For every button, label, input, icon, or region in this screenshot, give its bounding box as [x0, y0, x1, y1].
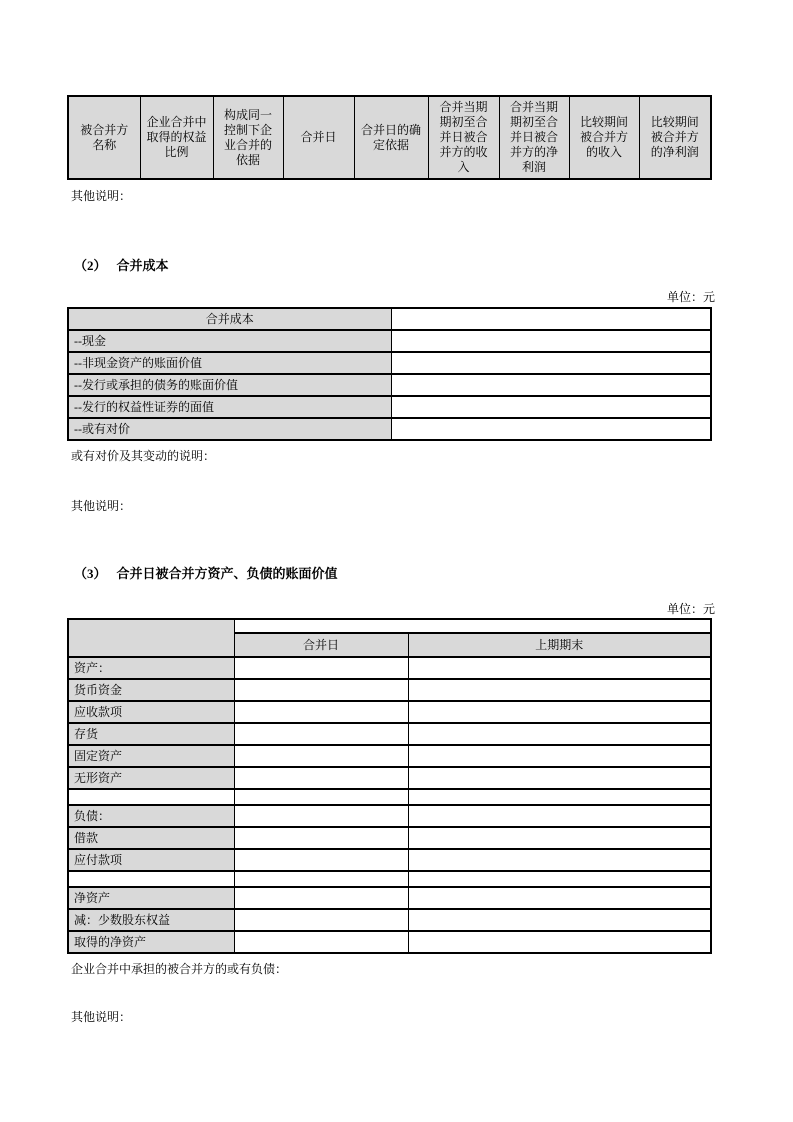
value-cell-empty — [391, 396, 711, 418]
contingent-consideration-note: 或有对价及其变动的说明： — [71, 449, 216, 463]
table-row — [68, 909, 711, 931]
header-cell-income-period: 合并当期期初至合并日被合并方的收入 — [428, 96, 499, 179]
value-cell-empty — [408, 909, 711, 931]
combination-cost-table — [67, 307, 712, 441]
table-row — [68, 374, 711, 396]
section-3-number: （3） — [74, 566, 107, 581]
row-label-receivables: 应收款项 — [68, 701, 234, 723]
table-row — [68, 767, 711, 789]
table-row — [68, 827, 711, 849]
value-cell-empty — [408, 701, 711, 723]
value-cell-empty — [234, 887, 408, 909]
table-row — [68, 330, 711, 352]
business-combination-table — [67, 95, 712, 180]
cost-row-label-cash: --现金 — [68, 330, 391, 352]
value-cell-empty — [408, 767, 711, 789]
book-value-table — [67, 618, 712, 954]
value-cell-empty — [408, 931, 711, 953]
cost-row-label-debt: --发行或承担的债务的账面价值 — [68, 374, 391, 396]
spacer-row — [68, 789, 711, 805]
spacer-row — [68, 871, 711, 887]
value-cell-empty — [408, 745, 711, 767]
cost-row-label-equity-securities: --发行的权益性证券的面值 — [68, 396, 391, 418]
value-cell-empty — [408, 657, 711, 679]
row-label-monetary-funds: 货币资金 — [68, 679, 234, 701]
row-label-inventory: 存货 — [68, 723, 234, 745]
contingent-liability-note: 企业合并中承担的被合并方的或有负债： — [71, 962, 288, 976]
value-cell-empty — [408, 723, 711, 745]
table-row — [68, 701, 711, 723]
value-cell-empty — [234, 805, 408, 827]
table-row — [68, 418, 711, 440]
value-cell-empty — [408, 827, 711, 849]
header-cell-date-basis: 合并日的确定依据 — [354, 96, 428, 179]
table-row — [68, 723, 711, 745]
value-cell-empty — [408, 871, 711, 887]
header-cell-equity-ratio: 企业合并中取得的权益比例 — [140, 96, 213, 179]
unit-label-section3: 单位：元 — [666, 602, 715, 616]
cost-row-label-contingent: --或有对价 — [68, 418, 391, 440]
value-cell-empty — [234, 931, 408, 953]
table-header-row — [68, 96, 711, 179]
cost-table-header: 合并成本 — [68, 308, 391, 330]
spacer-cell — [68, 871, 234, 887]
value-cell-empty — [234, 657, 408, 679]
corner-cell-empty — [68, 619, 234, 657]
unit-label-section2: 单位：元 — [666, 290, 715, 304]
header-cell-acquiree-name: 被合并方名称 — [68, 96, 140, 179]
table-row — [68, 308, 711, 330]
value-cell-empty — [234, 745, 408, 767]
table-row — [68, 745, 711, 767]
section-2-number: （2） — [74, 258, 107, 273]
table-row — [68, 849, 711, 871]
value-cell-empty — [408, 849, 711, 871]
table-row — [68, 396, 711, 418]
table-row — [68, 679, 711, 701]
table-row — [68, 657, 711, 679]
value-cell-empty — [391, 330, 711, 352]
col-header-combination-date: 合并日 — [234, 633, 408, 657]
spacer-cell — [68, 789, 234, 805]
other-note-1: 其他说明： — [71, 189, 132, 203]
value-cell-empty — [234, 679, 408, 701]
value-cell-empty — [408, 679, 711, 701]
value-cell-empty — [234, 723, 408, 745]
section-3-title: 合并日被合并方资产、负债的账面价值 — [116, 566, 338, 581]
row-label-net-assets: 净资产 — [68, 887, 234, 909]
value-cell-empty — [408, 789, 711, 805]
row-label-payables: 应付款项 — [68, 849, 234, 871]
row-label-borrowings: 借款 — [68, 827, 234, 849]
value-cell-empty — [408, 887, 711, 909]
row-label-less-minority-interest: 减：少数股东权益 — [68, 909, 234, 931]
other-note-2: 其他说明： — [71, 499, 132, 513]
value-cell-empty — [391, 352, 711, 374]
table-row — [68, 619, 711, 633]
value-cell-empty — [234, 701, 408, 723]
value-cell-empty — [408, 805, 711, 827]
row-label-net-assets-acquired: 取得的净资产 — [68, 931, 234, 953]
table-row — [68, 931, 711, 953]
value-cell-empty — [391, 418, 711, 440]
header-cell-net-profit-period: 合并当期期初至合并日被合并方的净利润 — [499, 96, 569, 179]
table-row — [68, 805, 711, 827]
value-cell-empty — [234, 827, 408, 849]
value-cell-empty — [391, 374, 711, 396]
value-cell-empty — [234, 849, 408, 871]
col-header-prior-period-end: 上期期末 — [408, 633, 711, 657]
table-row — [68, 352, 711, 374]
value-cell-empty — [234, 871, 408, 887]
header-cell-common-control-basis: 构成同一控制下企业合并的依据 — [213, 96, 283, 179]
row-label-liabilities: 负债： — [68, 805, 234, 827]
row-label-fixed-assets: 固定资产 — [68, 745, 234, 767]
section-3-heading — [74, 563, 338, 582]
table-row — [68, 887, 711, 909]
section-2-heading — [74, 255, 169, 274]
row-label-intangible-assets: 无形资产 — [68, 767, 234, 789]
value-cell-empty — [391, 308, 711, 330]
other-note-3: 其他说明： — [71, 1010, 132, 1024]
value-cell-empty — [234, 767, 408, 789]
merged-top-cell-empty — [234, 619, 711, 633]
header-cell-comparative-net-profit: 比较期间被合并方的净利润 — [639, 96, 711, 179]
header-cell-combination-date: 合并日 — [283, 96, 354, 179]
section-2-title: 合并成本 — [116, 258, 169, 273]
value-cell-empty — [234, 789, 408, 805]
cost-row-label-noncash: --非现金资产的账面价值 — [68, 352, 391, 374]
value-cell-empty — [234, 909, 408, 931]
header-cell-comparative-income: 比较期间被合并方的收入 — [569, 96, 639, 179]
row-label-assets: 资产： — [68, 657, 234, 679]
